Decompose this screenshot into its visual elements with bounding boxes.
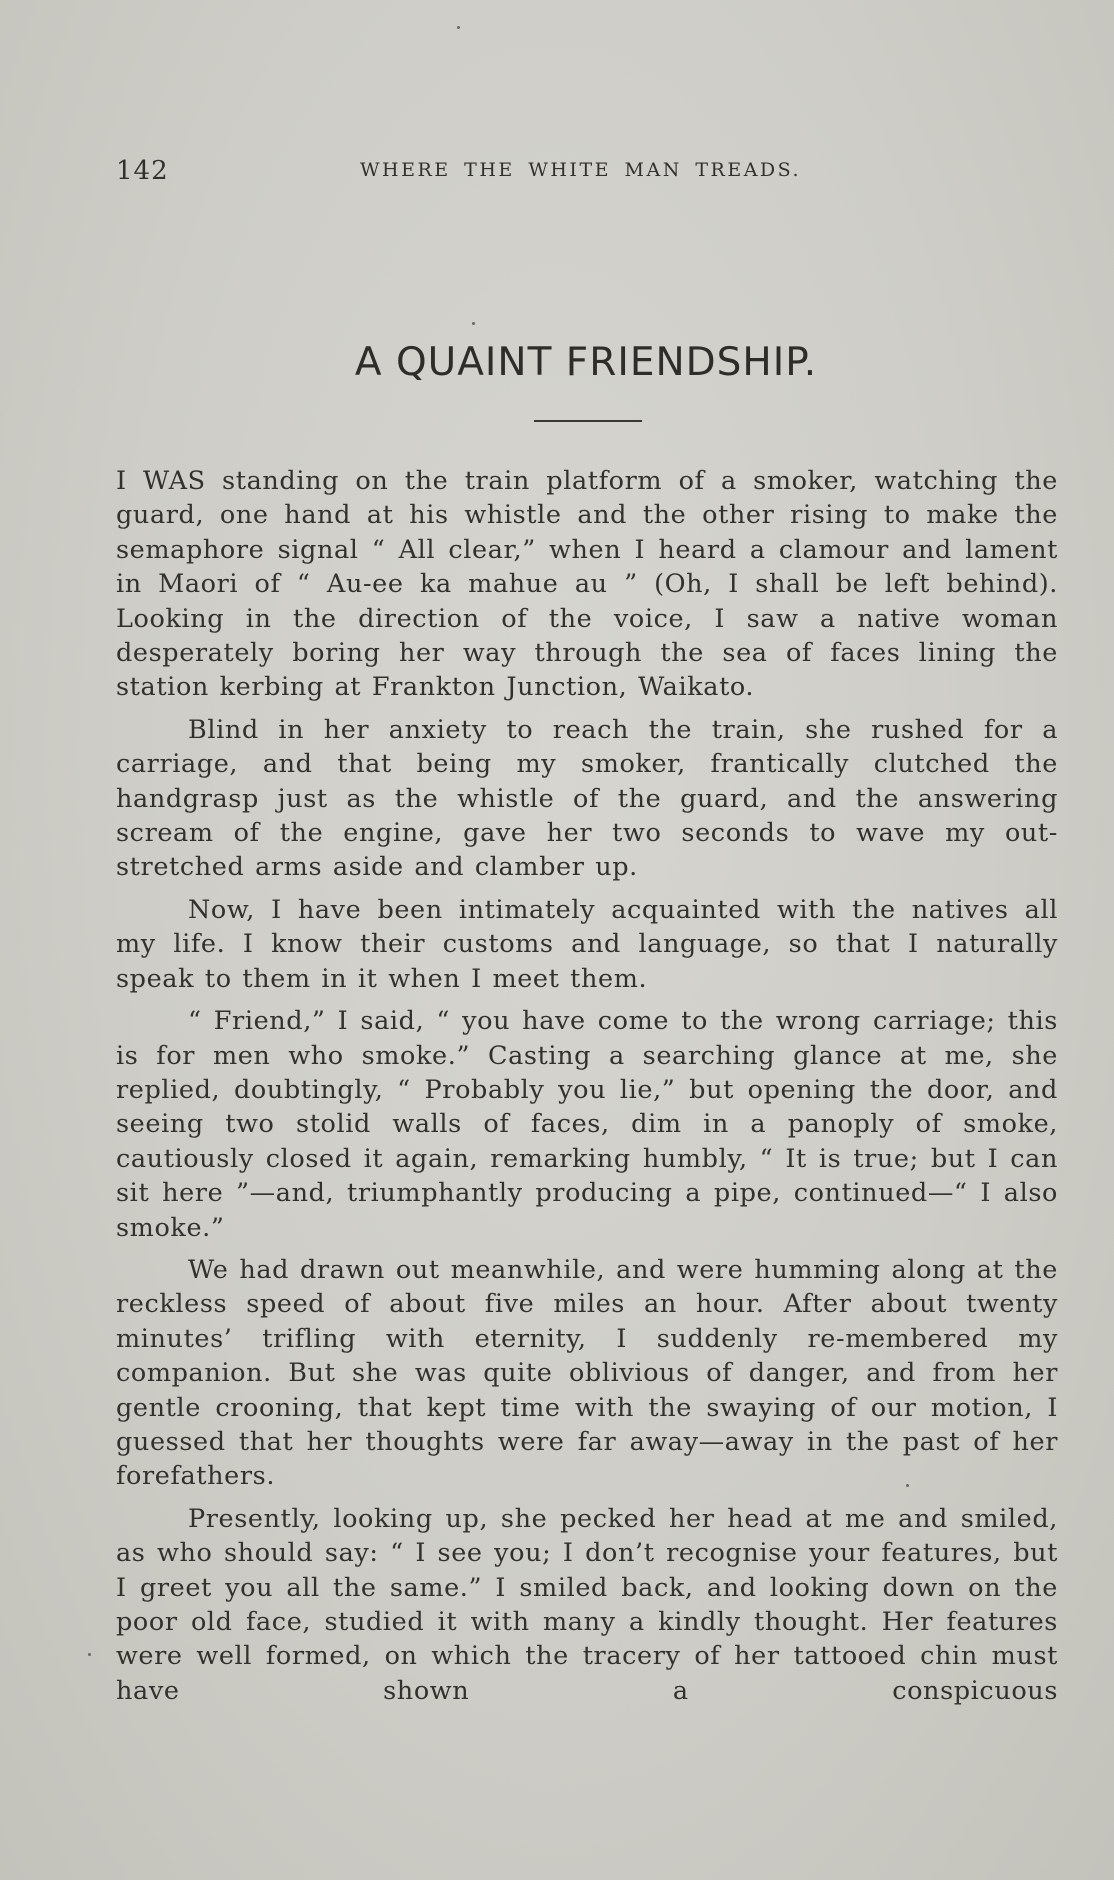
stray-mark [472,322,475,325]
paragraph-1: I WAS standing on the train platform of a smoker, watching the guard, one hand at his whistle and the other rising to make the semaphore signal “ All clear,” when I heard a clamour and lament in Maori of “ Au-ee ka mahue au ” (Oh, I shall be left behind). Looking in the direction of the voice, I saw a native woman desperately boring her way through the sea of faces lining the station kerbing at Frankton Junction, Waikato. [116,466,1058,703]
stray-mark [457,26,460,29]
stray-mark [88,1653,91,1656]
running-head [116,156,938,186]
page-number: 142 [116,156,169,186]
paragraph-6: Presently, looking up, she pecked her head at me and smiled, as who should say: “ I see you; I don’t recognise your features, but I greet you all the same.” I smiled back, and looking down on the poor old face, studied it with many a kindly thought. Her features were well formed, on which the tracery of her tattooed chin must have shown a conspicuous [116,1503,1058,1706]
paragraph-3: Now, I have been intimately acquainted with the natives all my life. I know their customs and language, so that I naturally speak to them in it when I meet them. [116,894,1058,994]
body-text [116,464,1058,1716]
stray-mark [906,1484,909,1487]
chapter-title: A QUAINT FRIENDSHIP. [354,340,818,385]
title-rule [534,420,642,422]
paragraph-4: “ Friend,” I said, “ you have come to the wrong carriage; this is for men who smoke.” Casting a searching glance at me, she replied, doubtingly, “ Probably you lie,” but opening the door, and seeing two stolid walls of faces, dim in a panoply of smoke, cautiously closed it again, remarking humbly, “ It is true; but I can sit here ”—and, triumphantly producing a pipe, continued—“ I also smoke.” [116,1006,1058,1243]
running-title: WHERE THE WHITE MAN TREADS. [360,159,802,181]
paragraph-5: We had drawn out meanwhile, and were humming along at the reckless speed of about five miles an hour. After about twenty minutes’ trifling with eternity, I suddenly re-membered my companion. But she was quite oblivious of danger, and from her gentle crooning, that kept time with the swaying of our motion, I guessed that her thoughts were far away—away in the past of her forefathers. [116,1254,1058,1492]
paragraph-2: Blind in her anxiety to reach the train, she rushed for a carriage, and that being my smoker, frantically clutched the handgrasp just as the whistle of the guard, and the answering scream of the engine, gave her two seconds to wave my out-stretched arms aside and clamber up. [116,714,1058,883]
